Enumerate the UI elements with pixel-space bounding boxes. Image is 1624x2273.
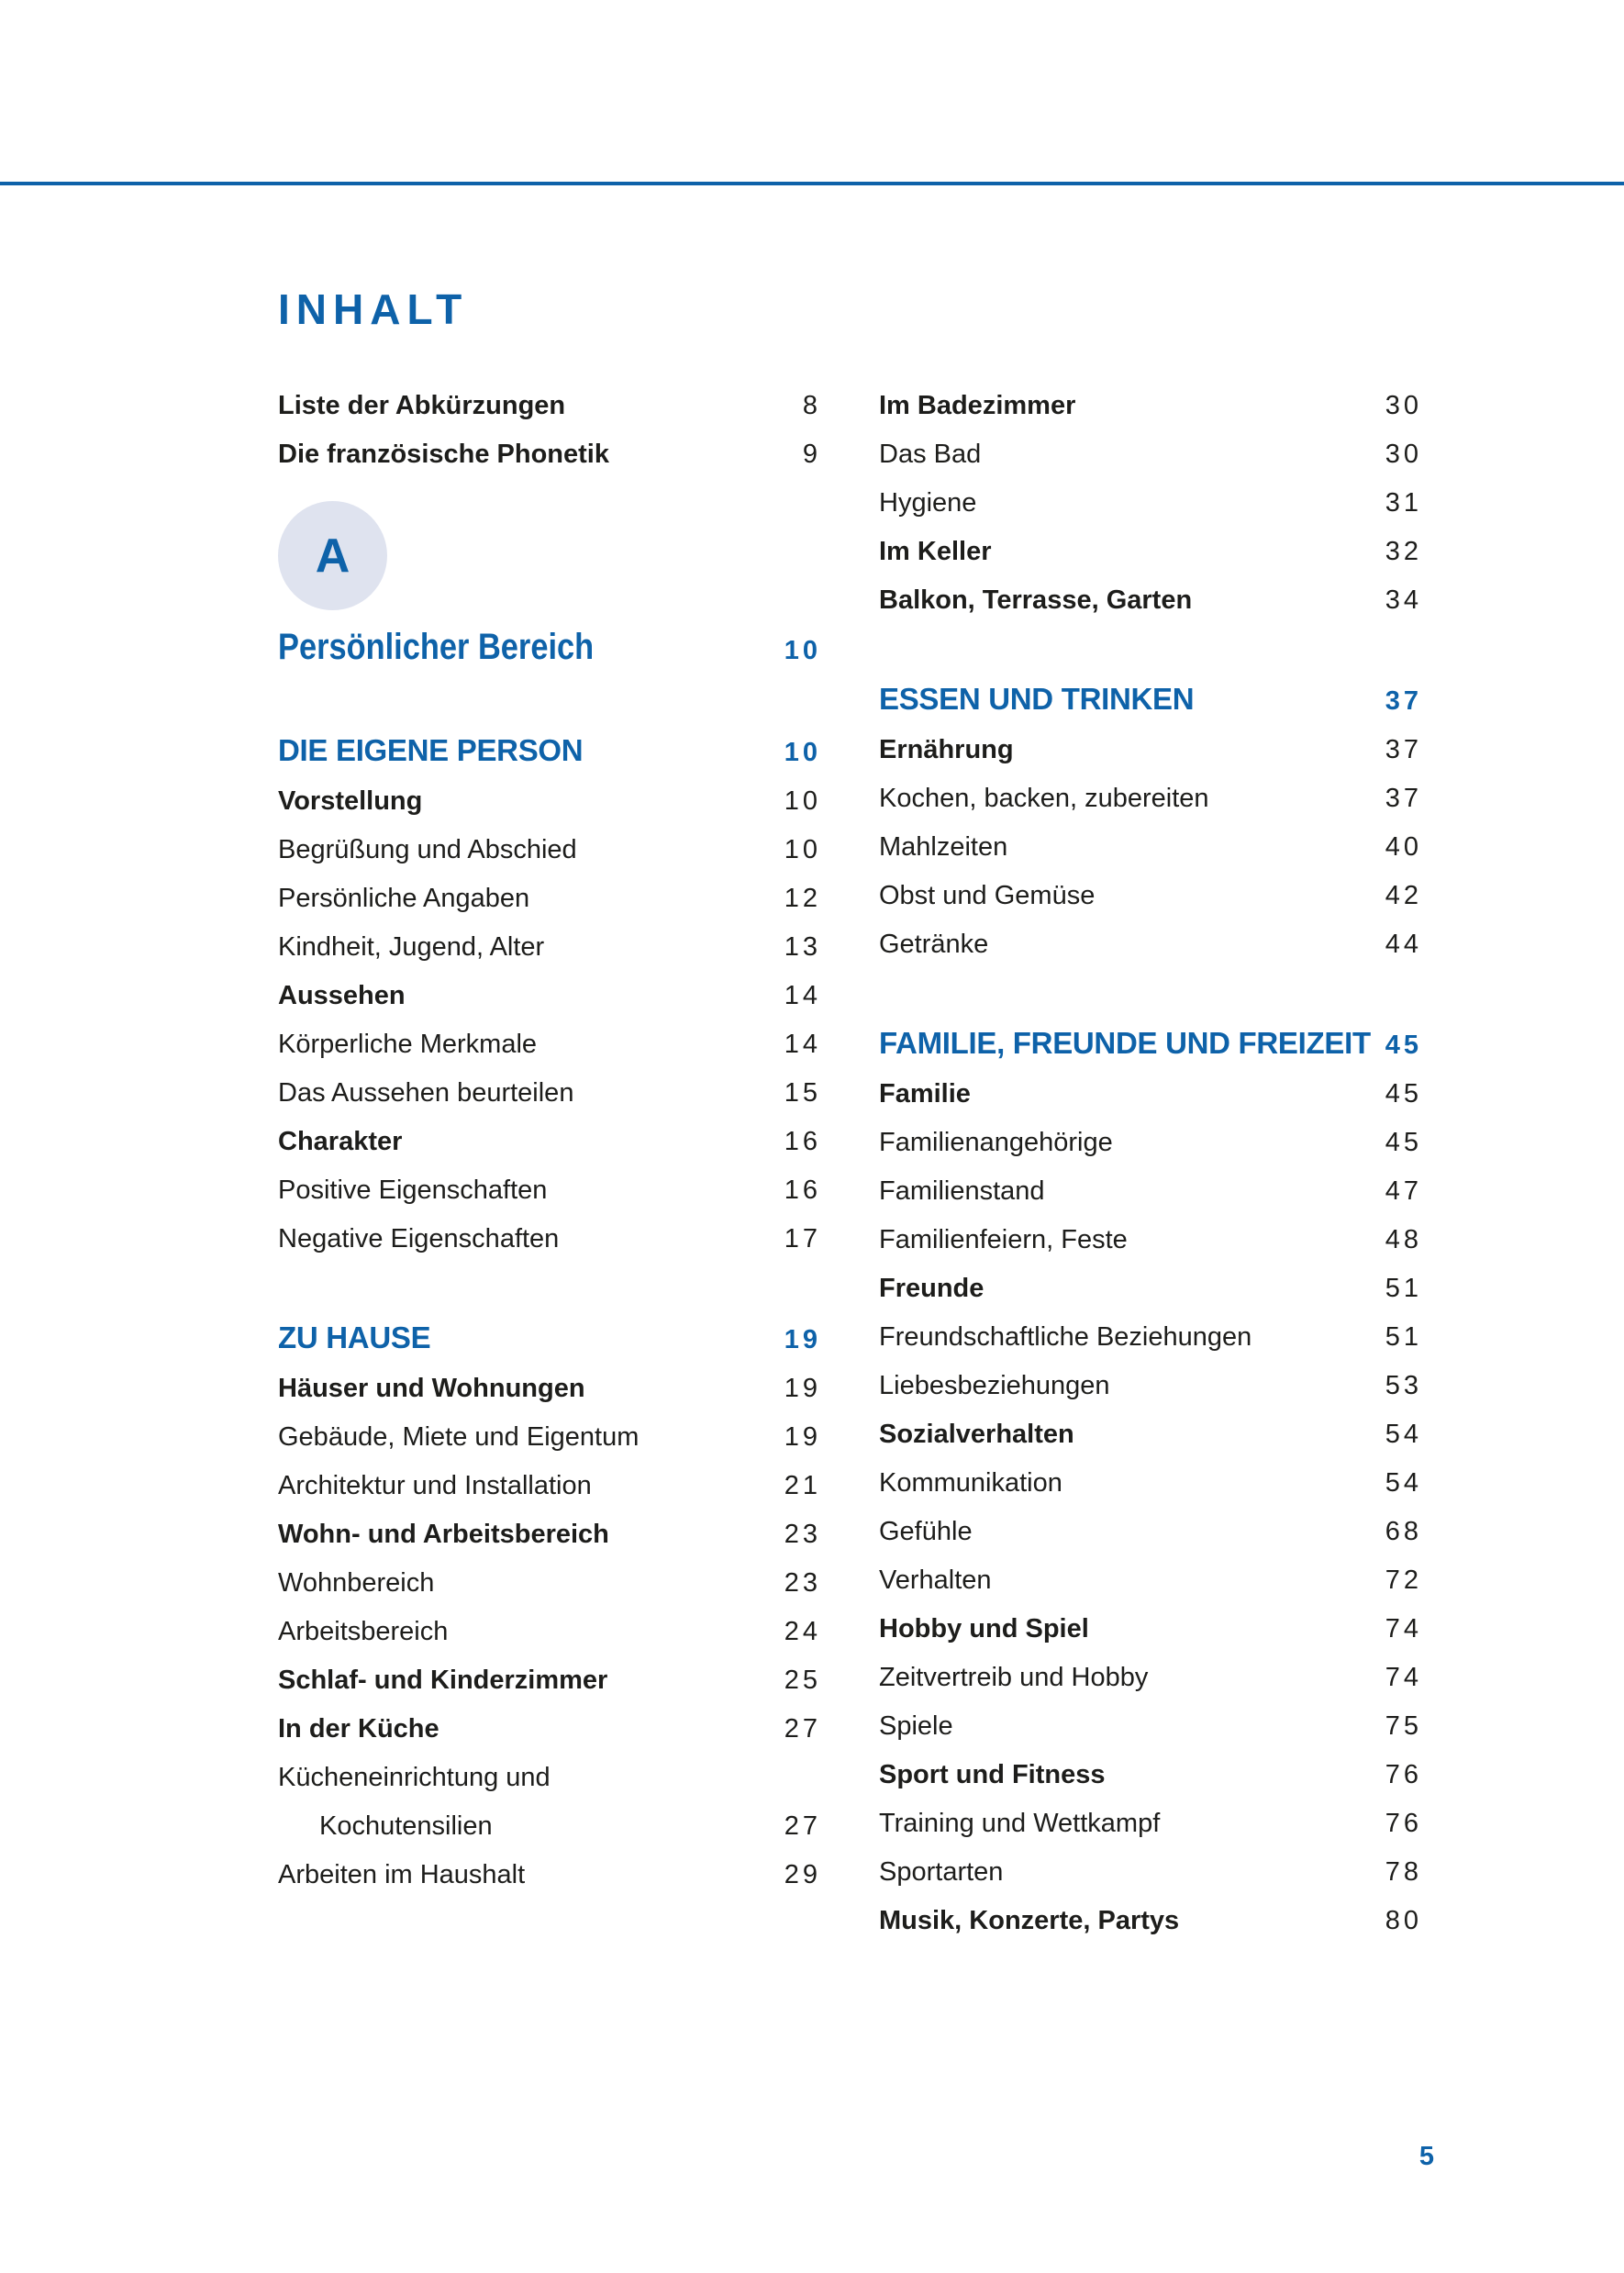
toc-entry-label: Arbeitsbereich: [278, 1617, 449, 1646]
toc-entry-label: Sportarten: [879, 1857, 1004, 1887]
toc-entry-page: 14: [784, 981, 821, 1010]
toc-entry-page: 76: [1385, 1760, 1422, 1789]
toc-entry-page: 23: [784, 1568, 821, 1598]
toc-entry-label: Liebesbeziehungen: [879, 1371, 1110, 1400]
toc-entry-label: Positive Eigenschaften: [278, 1175, 548, 1205]
toc-entry-label: Mahlzeiten: [879, 832, 1008, 862]
toc-row: [879, 576, 1422, 625]
toc-row: [879, 479, 1422, 528]
toc-entry-page: 72: [1385, 1565, 1422, 1595]
toc-entry-page: 30: [1385, 440, 1422, 469]
toc-entry-page: 29: [784, 1860, 821, 1889]
toc-entry-label: Das Aussehen beurteilen: [278, 1078, 574, 1108]
part-letter: A: [315, 529, 350, 583]
toc-entry-page: 78: [1385, 1857, 1422, 1887]
toc-entry-label: Persönliche Angaben: [278, 884, 530, 913]
toc-entry-page: 54: [1385, 1468, 1422, 1498]
toc-entry-label: Hobby und Spiel: [879, 1614, 1089, 1643]
toc-row: [879, 382, 1422, 430]
toc-entry-page: 23: [784, 1520, 821, 1549]
toc-entry-label: Getränke: [879, 930, 989, 959]
toc-row: [278, 826, 821, 875]
toc-row: [879, 430, 1422, 479]
toc-entry-page: 9: [802, 440, 821, 469]
toc-row: [879, 1605, 1422, 1654]
toc-row: [879, 1654, 1422, 1702]
toc-row: [278, 1510, 821, 1559]
toc-row: [278, 430, 821, 479]
toc-row: [879, 1508, 1422, 1556]
toc-entry-page: 37: [1385, 735, 1422, 764]
toc-entry-page: 27: [784, 1811, 821, 1841]
toc-entry-label: Wohnbereich: [278, 1568, 435, 1598]
toc-entry-label: Wohn- und Arbeitsbereich: [278, 1520, 609, 1549]
toc-row: [879, 1848, 1422, 1897]
toc-entry-page: 45: [1385, 1031, 1422, 1060]
toc-entry-page: 16: [784, 1127, 821, 1156]
toc-entry-label: Architektur und Installation: [278, 1471, 592, 1500]
toc-entry-page: 10: [784, 636, 821, 665]
toc-entry-label: Die französische Phonetik: [278, 440, 609, 469]
toc-entry-page: 32: [1385, 537, 1422, 566]
toc-entry-label: FAMILIE, FREUNDE UND FREIZEIT: [879, 1026, 1371, 1060]
toc-entry-label: DIE EIGENE PERSON: [278, 733, 584, 767]
toc-row: [278, 1020, 821, 1069]
toc-entry-label: Sozialverhalten: [879, 1420, 1074, 1449]
toc-entry-page: 74: [1385, 1614, 1422, 1643]
toc-entry-label: Arbeiten im Haushalt: [278, 1860, 526, 1889]
toc-row: [278, 1559, 821, 1608]
toc-section: [879, 1019, 1422, 1945]
part-letter-badge: [278, 501, 387, 610]
toc-entry-label: Aussehen: [278, 981, 406, 1010]
toc-entry-label: Kindheit, Jugend, Alter: [278, 932, 545, 962]
toc-entry-page: 19: [784, 1325, 821, 1354]
toc-entry-label: Gebäude, Miete und Eigentum: [278, 1422, 640, 1452]
toc-section: [278, 726, 821, 1264]
toc-entry-label: Charakter: [278, 1127, 403, 1156]
toc-entry-label: Im Badezimmer: [879, 391, 1076, 420]
toc-row: [278, 1462, 821, 1510]
toc-entry-label: Kücheneinrichtung und: [278, 1763, 551, 1792]
toc-row: [879, 1751, 1422, 1799]
toc-entry-page: 42: [1385, 881, 1422, 910]
toc-entry-page: 74: [1385, 1663, 1422, 1692]
toc-entry-page: 44: [1385, 930, 1422, 959]
toc-row: [879, 1119, 1422, 1167]
toc-entry-label: In der Küche: [278, 1714, 439, 1744]
toc-row: [278, 1608, 821, 1656]
toc-entry-label: Liste der Abkürzungen: [278, 391, 566, 420]
toc-entry-page: 10: [784, 786, 821, 816]
toc-row: [278, 382, 821, 430]
toc-entry-page: 24: [784, 1617, 821, 1646]
toc-entry-label: Ernährung: [879, 735, 1014, 764]
toc-entry-label: Familienfeiern, Feste: [879, 1225, 1128, 1254]
toc-entry-page: 13: [784, 932, 821, 962]
toc-row: [278, 972, 821, 1020]
toc-entry-page: 51: [1385, 1322, 1422, 1352]
toc-row: [278, 923, 821, 972]
toc-entry-page: 8: [802, 391, 821, 420]
toc-section: [879, 674, 1422, 969]
toc-row: [879, 1702, 1422, 1751]
toc-entry-page: 10: [784, 738, 821, 767]
toc-entry-page: 15: [784, 1078, 821, 1108]
toc-entry-label: Persönlicher Bereich: [278, 627, 595, 667]
toc-entry-page: 37: [1385, 784, 1422, 813]
toc-row: [879, 1362, 1422, 1410]
toc-entry-page: 31: [1385, 488, 1422, 518]
toc-row: [278, 875, 821, 923]
toc-column-left: [278, 382, 821, 1945]
toc-row: [278, 1313, 821, 1365]
toc-entry-label: Kommunikation: [879, 1468, 1062, 1498]
toc-entry-label: Negative Eigenschaften: [278, 1224, 560, 1253]
toc-entry-page: 75: [1385, 1711, 1422, 1741]
toc-entry-page: 40: [1385, 832, 1422, 862]
toc-entry-page: 53: [1385, 1371, 1422, 1400]
toc-entry-label: Freundschaftliche Beziehungen: [879, 1322, 1252, 1352]
toc-entry-page: 17: [784, 1224, 821, 1253]
toc-row: [879, 823, 1422, 872]
toc-row: [278, 1215, 821, 1264]
toc-columns: [278, 382, 1422, 1945]
toc-entry-page: 51: [1385, 1274, 1422, 1303]
toc-entry-label: Kochen, backen, zubereiten: [879, 784, 1209, 813]
top-rule: [0, 182, 1624, 185]
toc-row: [879, 1070, 1422, 1119]
toc-entry-page: 80: [1385, 1906, 1422, 1935]
toc-entry-label: Verhalten: [879, 1565, 992, 1595]
toc-row: [278, 1754, 818, 1802]
toc-entry-label: Familie: [879, 1079, 971, 1109]
toc-entry-page: 21: [784, 1471, 821, 1500]
toc-row: [879, 774, 1422, 823]
toc-entry-label: Gefühle: [879, 1517, 973, 1546]
footer-page-number: 5: [1418, 2142, 1434, 2171]
toc-entry-page: 54: [1385, 1420, 1422, 1449]
toc-row: [879, 1410, 1422, 1459]
toc-entry-page: 19: [784, 1422, 821, 1452]
toc-row: [879, 1216, 1422, 1265]
toc-entry-label: Obst und Gemüse: [879, 881, 1096, 910]
toc-entry-page: 30: [1385, 391, 1422, 420]
toc-row: [278, 1118, 821, 1166]
toc-entry-label: Freunde: [879, 1274, 984, 1303]
toc-row: [879, 1459, 1422, 1508]
toc-entry-label: Training und Wettkampf: [879, 1809, 1161, 1838]
toc-entry-label: Zeitvertreib und Hobby: [879, 1663, 1149, 1692]
toc-row: [278, 1851, 821, 1900]
toc-entry-page: 68: [1385, 1517, 1422, 1546]
toc-row: [278, 1413, 821, 1462]
toc-entry-label: Hygiene: [879, 488, 977, 518]
toc-entry-label: Spiele: [879, 1711, 953, 1741]
toc-row: [879, 1897, 1422, 1945]
toc-row: [278, 726, 821, 777]
toc-row: [278, 1069, 821, 1118]
toc-row: [879, 1799, 1422, 1848]
toc-entry-page: 10: [784, 835, 821, 864]
toc-entry-label: Das Bad: [879, 440, 982, 469]
toc-row: [278, 621, 821, 676]
toc-entry-page: 45: [1385, 1128, 1422, 1157]
toc-entry-label: Häuser und Wohnungen: [278, 1374, 585, 1403]
toc-entry-label: Begrüßung und Abschied: [278, 835, 577, 864]
toc-section: [278, 1313, 821, 1900]
toc-entry-label: Musik, Konzerte, Partys: [879, 1906, 1180, 1935]
toc-row: [879, 726, 1422, 774]
toc-row: [278, 1365, 821, 1413]
toc-entry-page: 34: [1385, 585, 1422, 615]
toc-row: [278, 1166, 821, 1215]
toc-entry-page: 37: [1385, 686, 1422, 716]
toc-entry-page: 27: [784, 1714, 821, 1744]
toc-entry-page: 16: [784, 1175, 821, 1205]
toc-entry-page: 47: [1385, 1176, 1422, 1206]
toc-row: [879, 1265, 1422, 1313]
toc-row: [879, 674, 1422, 726]
toc-entry-page: 14: [784, 1030, 821, 1059]
toc-entry-label: ESSEN UND TRINKEN: [879, 682, 1195, 716]
toc-entry-label: Sport und Fitness: [879, 1760, 1106, 1789]
toc-entry-label: ZU HAUSE: [278, 1320, 431, 1354]
toc-row: [879, 528, 1422, 576]
toc-entry-page: 25: [784, 1666, 821, 1695]
toc-entry-page: 76: [1385, 1809, 1422, 1838]
page-title: INHALT: [278, 285, 469, 333]
toc-row: [879, 1167, 1422, 1216]
toc-entry-label: Im Keller: [879, 537, 992, 566]
toc-entry-page: 19: [784, 1374, 821, 1403]
toc-entry-label: Vorstellung: [278, 786, 423, 816]
toc-row: [278, 777, 821, 826]
toc-row: [278, 1705, 821, 1754]
toc-row: [278, 1656, 821, 1705]
toc-row: [879, 920, 1422, 969]
toc-entry-label: Familienstand: [879, 1176, 1045, 1206]
toc-column-right: [879, 382, 1422, 1945]
toc-entry-label: Schlaf- und Kinderzimmer: [278, 1666, 608, 1695]
toc-row: [879, 1313, 1422, 1362]
toc-row: [879, 1556, 1422, 1605]
toc-entry-label: Kochutensilien: [319, 1811, 493, 1841]
toc-entry-label: Balkon, Terrasse, Garten: [879, 585, 1193, 615]
toc-entry-page: 45: [1385, 1079, 1422, 1109]
toc-entry-page: 48: [1385, 1225, 1422, 1254]
toc-entry-label: Familienangehörige: [879, 1128, 1113, 1157]
toc-row: [879, 1019, 1422, 1070]
toc-entry-label: Körperliche Merkmale: [278, 1030, 538, 1059]
toc-entry-page: 12: [784, 884, 821, 913]
toc-row: [278, 1802, 821, 1851]
toc-row: [879, 872, 1422, 920]
